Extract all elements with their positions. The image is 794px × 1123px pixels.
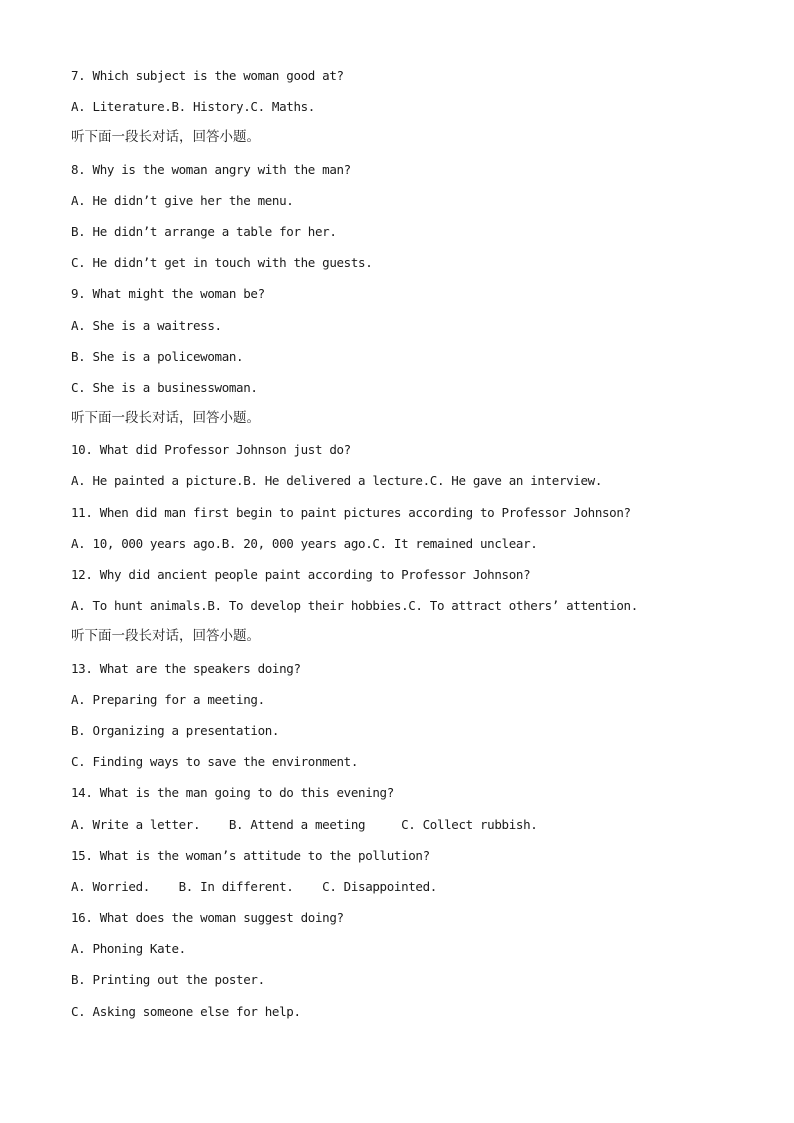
answer-option: A. She is a waitress. <box>71 317 222 333</box>
answer-option: B. He didn’t arrange a table for her. <box>71 223 337 239</box>
answer-option: A. Phoning Kate. <box>71 941 186 957</box>
answer-options-line: A. To hunt animals.B. To develop their hobbies.C. To attract others’ attention. <box>71 598 638 614</box>
answer-options-line: A. He painted a picture.B. He delivered a lecture.C. He gave an interview. <box>71 473 602 489</box>
question-text: 8. Why is the woman angry with the man? <box>71 161 351 177</box>
answer-option: A. He didn’t give her the menu. <box>71 192 294 208</box>
section-instruction: 听下面一段长对话，回答小题。 <box>71 628 260 645</box>
answer-option: C. Finding ways to save the environment. <box>71 754 359 770</box>
document-body <box>71 60 761 1027</box>
answer-options-line: A. Write a letter. B. Attend a meeting C. Collect rubbish. <box>71 816 538 832</box>
question-text: 10. What did Professor Johnson just do? <box>71 442 351 458</box>
answer-option: A. Preparing for a meeting. <box>71 691 265 707</box>
question-text: 9. What might the woman be? <box>71 286 265 302</box>
question-text: 16. What does the woman suggest doing? <box>71 910 344 926</box>
question-text: 11. When did man first begin to paint pictures according to Professor Johnson? <box>71 504 631 520</box>
answer-option: B. Organizing a presentation. <box>71 722 280 738</box>
section-instruction: 听下面一段长对话，回答小题。 <box>71 129 260 146</box>
question-text: 15. What is the woman’s attitude to the pollution? <box>71 847 430 863</box>
answer-option: C. Asking someone else for help. <box>71 1003 301 1019</box>
question-text: 14. What is the man going to do this evening? <box>71 785 394 801</box>
answer-options-line: A. Literature.B. History.C. Maths. <box>71 99 315 115</box>
question-text: 7. Which subject is the woman good at? <box>71 68 344 83</box>
question-text: 13. What are the speakers doing? <box>71 660 301 676</box>
section-instruction: 听下面一段长对话，回答小题。 <box>71 410 260 427</box>
answer-option: C. She is a businesswoman. <box>71 379 258 395</box>
answer-option: B. She is a policewoman. <box>71 348 244 364</box>
answer-option: B. Printing out the poster. <box>71 972 265 988</box>
question-text: 12. Why did ancient people paint according to Professor Johnson? <box>71 567 531 582</box>
answer-option: C. He didn’t get in touch with the guests. <box>71 255 373 271</box>
answer-options-line: A. Worried. B. In different. C. Disappointed. <box>71 878 437 894</box>
answer-options-line: A. 10, 000 years ago.B. 20, 000 years ago.C. It remained unclear. <box>71 535 538 551</box>
